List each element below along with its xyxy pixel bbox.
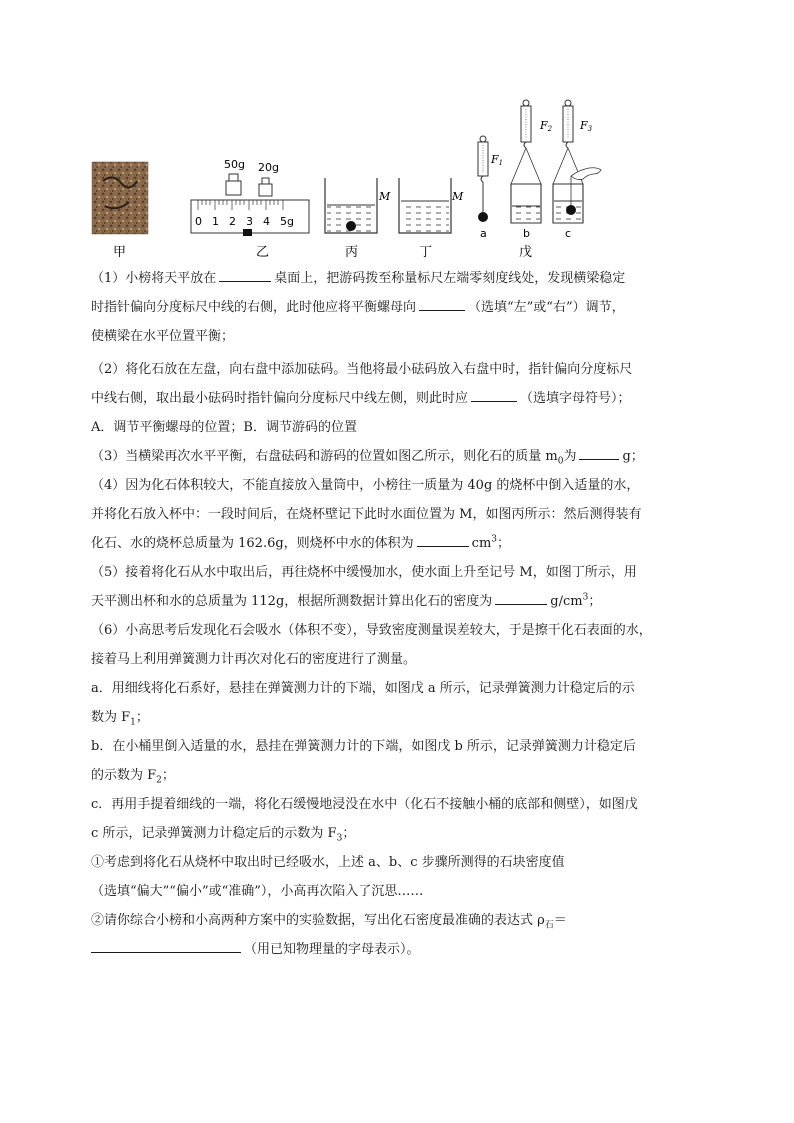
q4-blank[interactable] [417, 531, 469, 547]
spring-scale-c [553, 100, 601, 223]
q2-blank[interactable] [471, 386, 517, 402]
scale-tick-1: 1 [212, 215, 219, 228]
marker-m-bing: M [379, 190, 391, 203]
scale-tick-2: 2 [229, 215, 236, 228]
sub-label-b: b [523, 227, 530, 240]
q1-blank-2[interactable] [419, 295, 465, 311]
spring-scale-b [511, 100, 541, 223]
q6-sub2-line1: ②请你综合小榜和小高两种方案中的实验数据，写出化石密度最准确的表达式 $\rho_石=$ [91, 913, 567, 931]
q6-sub1-line2: （选填“偏大”“偏小”或“准确”），小高再次陷入了沉思…… [91, 884, 424, 899]
sub-label-a: a [480, 227, 487, 240]
weight-20g-label: 20g [258, 161, 279, 174]
weight-20g [259, 178, 272, 196]
q2-line1: （2）将化石放在左盘，向右盘中添加砝码。当他将最小砝码放入右盘中时，指针偏向分度标尺 [91, 362, 633, 377]
label-wu: 戊 [519, 245, 533, 260]
force-f1: F1 [491, 153, 504, 167]
q1-line1: （1）小榜将天平放在 桌面上，把游码拨至称量标尺左端零刻度线处，发现横梁稳定 [91, 264, 703, 293]
weight-50g [226, 174, 241, 195]
experiment-figure [85, 96, 625, 260]
scale-tick-0: 0 [195, 215, 202, 228]
force-f3: F3 [580, 119, 593, 133]
label-jia: 甲 [113, 245, 127, 260]
q3-blank[interactable] [579, 444, 619, 460]
q2-line2: 中线右侧，取出最小砝码时指针偏向分度标尺中线左侧，则此时应 （选填字母符号）； [91, 384, 703, 413]
q6-step-a1: a．用细线将化石系好，悬挂在弹簧测力计的下端，如图戊 a 所示，记录弹簧测力计稳定后的示 [91, 681, 635, 696]
q6-step-b2: 的示数为 $F_2$； [91, 768, 175, 786]
marker-m-ding: M [452, 190, 464, 203]
q6-sub1-line1: ①考虑到将化石从烧杯中取出时已经吸水，上述 a、b、c 步骤所测得的石块密度值 [91, 855, 565, 870]
q5-line1: （5）接着将化石从水中取出后，再往烧杯中缓慢加水，使水面上升至记号 M，如图丁所示，用 [91, 565, 637, 580]
label-ding: 丁 [419, 245, 433, 260]
spring-scale-a [478, 136, 488, 222]
question-text [91, 264, 703, 964]
scale-tick-4: 4 [263, 215, 270, 228]
q6-step-c2: c 所示，记录弹簧测力计稳定后的示数为 $F_3$； [91, 826, 356, 844]
q6-line1: （6）小高思考后发现化石会吸水（体积不变），导致密度测量误差较大，于是擦干化石表面的水， [91, 623, 652, 638]
q6-blank-2[interactable] [91, 937, 241, 953]
fossil-photo [92, 162, 148, 234]
q4-line2: 并将化石放入杯中：一段时间后，在烧杯壁记下此时水面位置为 M，如图丙所示：然后测得装有 [91, 507, 642, 522]
weight-50g-label: 50g [224, 158, 245, 171]
scale-tick-3: 3 [246, 215, 253, 228]
q6-step-a2: 数为 $F_1$； [91, 710, 149, 728]
beaker-bing [325, 178, 377, 233]
q5-blank[interactable] [495, 589, 547, 605]
q5-line2: 天平测出杯和水的总质量为 112g，根据所测数据计算出化石的密度为 $g/cm^3$； [91, 587, 703, 616]
q1-line2: 时指针偏向分度标尺中线的右侧，此时他应将平衡螺母向 （选填“左”或“右”）调节， [91, 293, 703, 322]
sub-label-c: c [565, 227, 572, 240]
scale-tick-5: 5g [280, 215, 294, 228]
label-bing: 丙 [345, 245, 359, 260]
label-yi: 乙 [256, 245, 270, 260]
q2-options: A．调节平衡螺母的位置；B．调节游码的位置 [91, 420, 357, 435]
q3-line: （3）当横梁再次水平平衡，右盘砝码和游码的位置如图乙所示，则化石的质量 $m_0$为 g； [91, 442, 703, 471]
q1-line3: 使横梁在水平位置平衡； [91, 329, 235, 344]
q4-line3: 化石、水的烧杯总质量为 162.6g，则烧杯中水的体积为 $cm^3$； [91, 529, 703, 558]
q1-blank-1[interactable] [219, 266, 271, 282]
force-f2: F2 [540, 119, 553, 133]
beaker-ding [399, 178, 451, 233]
q4-line1: （4）因为化石体积较大，不能直接放入量筒中，小榜往一质量为 40g 的烧杯中倒入适量的水， [91, 478, 640, 493]
q6-line2: 接着马上利用弹簧测力计再次对化石的密度进行了测量。 [91, 652, 417, 667]
q6-step-b1: b．在小桶里倒入适量的水，悬挂在弹簧测力计的下端，如图戊 b 所示，记录弹簧测力计稳定后 [91, 739, 636, 754]
q6-step-c1: c．再用手提着细线的一端，将化石缓慢地浸没在水中（化石不接触小桶的底部和侧壁），如图戊 [91, 797, 638, 812]
q6-sub2-line2: （用已知物理量的字母表示）。 [91, 935, 703, 964]
